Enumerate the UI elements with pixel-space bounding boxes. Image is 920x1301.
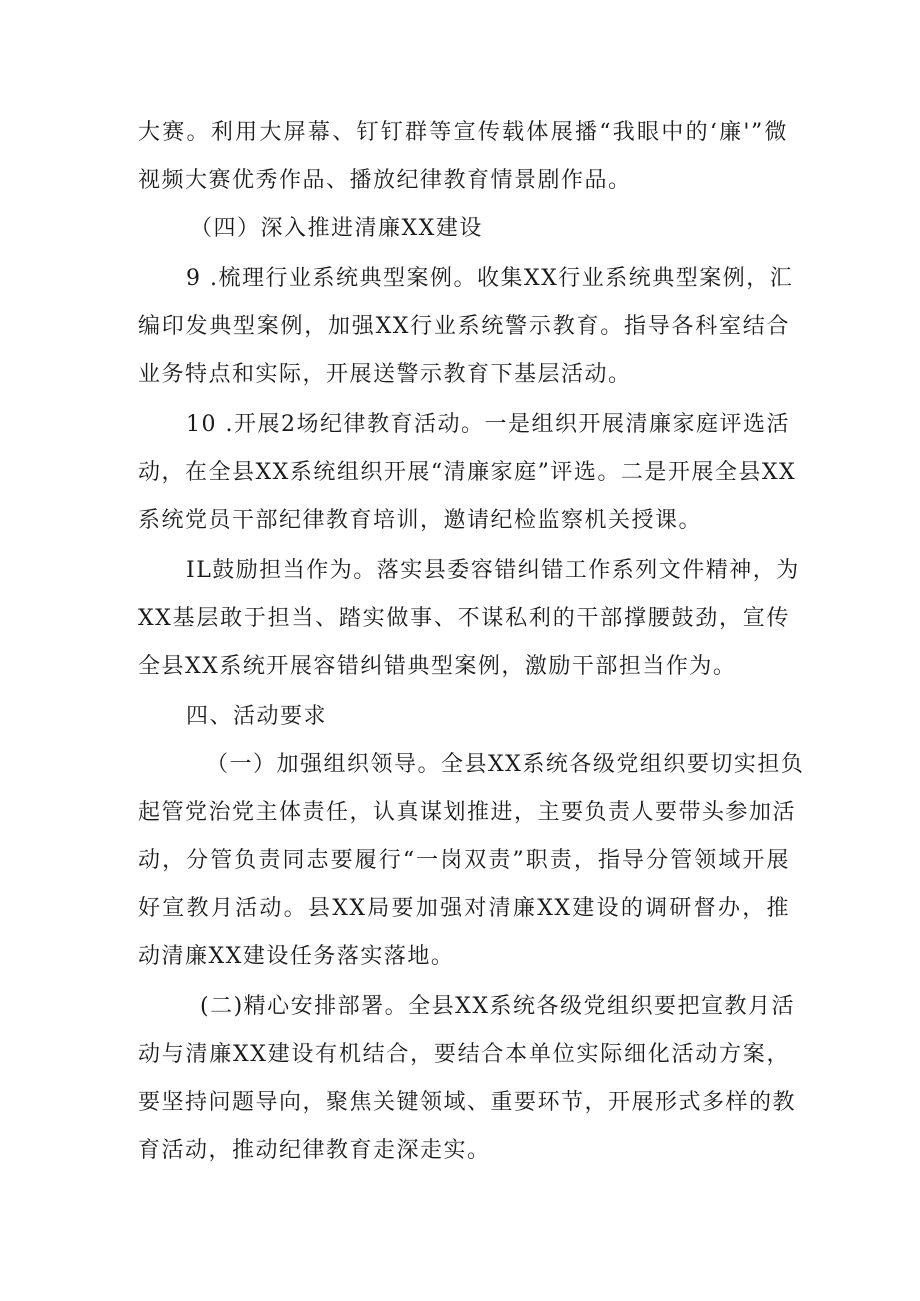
- text-line: 全县XX系统开展容错纠错典型案例，激励干部担当作为。: [138, 654, 737, 679]
- text-line: 业务特点和实际，开展送警示教育下基层活动。: [138, 362, 632, 387]
- text-line: 动清廉XX建设任务落实落地。: [138, 944, 455, 969]
- text-line: 要坚持问题导向，聚焦关键领域、重要环节，开展形式多样的教: [138, 1090, 797, 1115]
- text-line: 好宣教月活动。县XX局要加强对清廉XX建设的调研督办，推: [138, 896, 790, 921]
- text-line: 育活动，推动纪律教育走深走实。: [138, 1138, 491, 1163]
- text-line: 视频大赛优秀作品、播放纪律教育情景剧作品。: [138, 168, 632, 193]
- section-heading: 四、活动要求: [186, 704, 328, 729]
- text-line: 9 .梳理行业系统典型案例。收集XX行业系统典型案例，汇: [186, 266, 794, 291]
- text-line: 动与清廉XX建设有机结合，要结合本单位实际细化活动方案，: [138, 1042, 790, 1067]
- text-line: XX基层敢于担当、踏实做事、不谋私利的干部撑腰鼓劲，宣传: [138, 606, 790, 631]
- text-line: 系统党员干部纪律教育培训，邀请纪检监察机关授课。: [138, 508, 703, 533]
- text-line: 起管党治党主体责任，认真谋划推进，主要负责人要带头参加活: [138, 800, 797, 825]
- text-line: 动，分管负责同志要履行“一岗双责”职责，指导分管领域开展: [138, 848, 790, 873]
- text-line: 动，在全县XX系统组织开展“清廉家庭”评选。二是开展全县XX: [138, 460, 797, 485]
- text-line: 10 .开展2场纪律教育活动。一是组织开展清廉家庭评选活: [186, 412, 790, 437]
- text-line: （一）加强组织领导。全县XX系统各级党组织要切实担负: [206, 752, 805, 777]
- text-line: 大赛。利用大屏幕、钉钉群等宣传载体展播“我眼中的‘廉'”微: [138, 120, 788, 145]
- text-line: 编印发典型案例，加强XX行业系统警示教育。指导各科室结合: [138, 314, 790, 339]
- section-heading: （四）深入推进清廉XX建设: [190, 216, 483, 241]
- text-line: IL鼓励担当作为。落实县委容错纠错工作系列文件精神，为: [186, 558, 800, 583]
- text-line: (二)精心安排部署。全县XX系统各级党组织要把宣教月活: [200, 994, 795, 1019]
